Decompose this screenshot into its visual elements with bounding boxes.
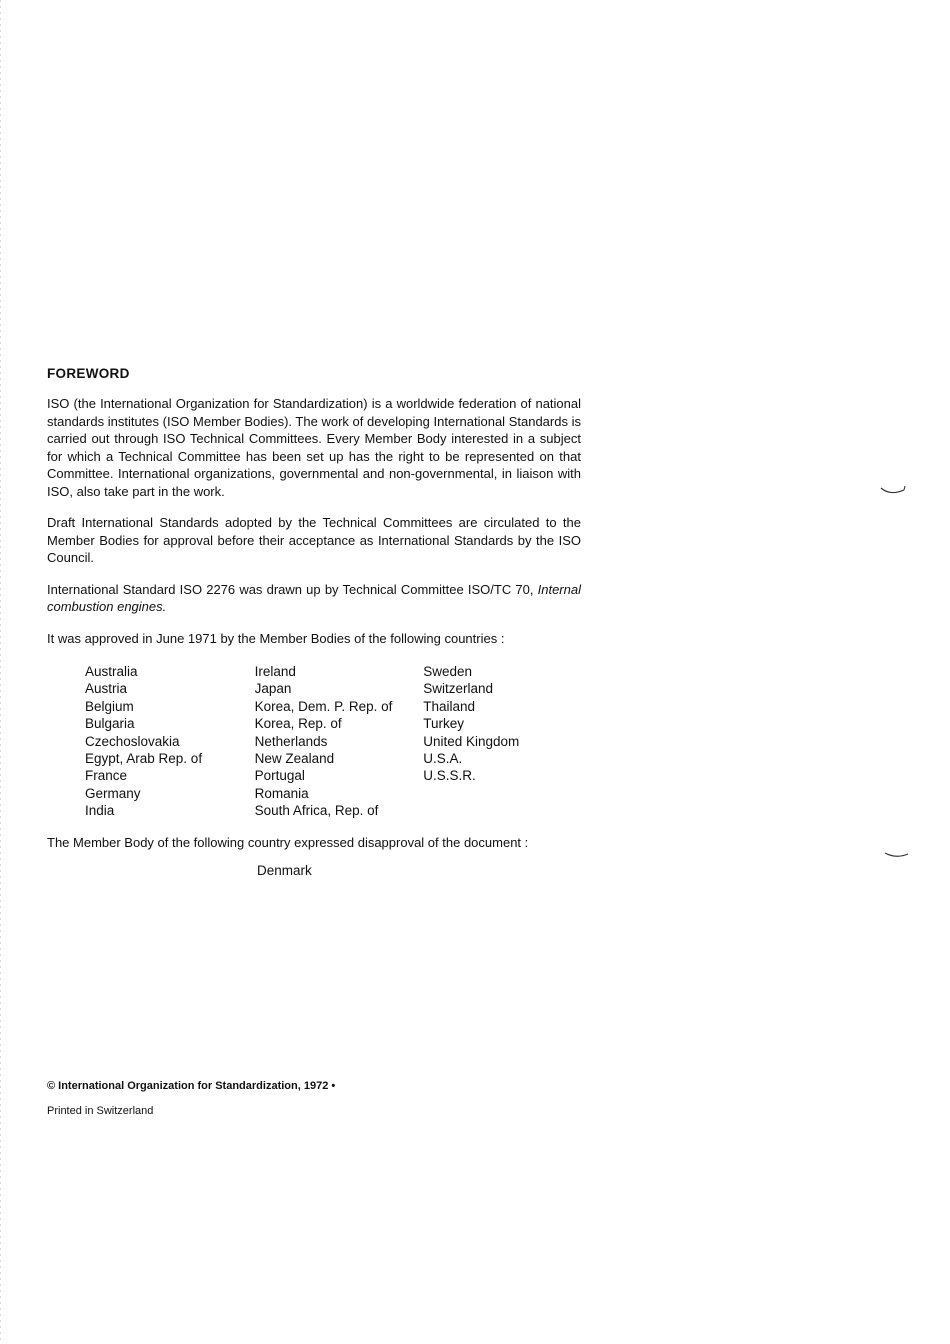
country-item: Korea, Dem. P. Rep. of: [254, 698, 393, 714]
country-item: Portugal: [254, 768, 305, 784]
country-item: Korea, Rep. of: [254, 716, 342, 732]
country-item: Romania: [254, 785, 309, 801]
country-item: Austria: [85, 681, 128, 697]
printed-location: Printed in Switzerland: [47, 1105, 154, 1117]
paragraph-iso-description: ISO (the International Organization for Standardization) is a worldwide federation of national standards institutes (ISO Member Bodies). The work of developing International Standards is carried out through ISO Technical Committees. Every Member Body interested in a subject for which a Technical Committee has been set up has the right to be represented on that Committee. International organizations, governmental and non-governmental, in liaison with ISO, also take part in the work.: [47, 396, 581, 499]
standard-origin-text: International Standard ISO 2276 was drawn up by Technical Committee ISO/TC 70,: [47, 581, 538, 597]
country-item: U.S.A.: [423, 751, 463, 767]
country-item: Thailand: [423, 698, 476, 714]
binding-mark-icon: [884, 846, 910, 860]
country-item: Turkey: [423, 716, 464, 732]
countries-column-1: [85, 663, 255, 820]
country-item: Egypt, Arab Rep. of: [85, 751, 203, 767]
country-item: New Zealand: [254, 751, 335, 767]
country-item: Bulgaria: [85, 716, 135, 732]
country-item: United Kingdom: [423, 733, 520, 749]
binding-mark-icon: [880, 484, 906, 498]
country-item: Switzerland: [423, 681, 494, 697]
country-item: Australia: [85, 664, 138, 679]
countries-column-2: [255, 663, 424, 820]
country-item: Czechoslovakia: [85, 733, 180, 749]
country-item: Japan: [254, 681, 292, 697]
countries-column-3: [423, 663, 581, 820]
copyright-notice: © International Organization for Standardization, 1972 •: [47, 1080, 336, 1092]
country-item: Germany: [85, 785, 141, 801]
approval-intro: It was approved in June 1971 by the Member Bodies of the following countries :: [47, 630, 505, 646]
foreword-heading: FOREWORD: [47, 366, 130, 381]
country-item: Belgium: [85, 698, 134, 714]
country-item: South Africa, Rep. of: [254, 803, 379, 819]
committee-title: Internal combustion engines.: [47, 581, 581, 614]
scan-edge-line: [0, 0, 1, 1344]
foreword-section: [47, 366, 581, 878]
paragraph-draft-standards: Draft International Standards adopted by the Technical Committees are circulated to the Member Bodies for approval before their acceptance as International Standards by the ISO Council.: [47, 515, 581, 565]
page-footer: [47, 1080, 335, 1117]
disapproval-intro: The Member Body of the following country expressed disapproval of the document :: [47, 834, 529, 850]
approving-countries-list: [85, 663, 581, 820]
disapproving-country: Denmark: [257, 863, 312, 879]
country-item: Ireland: [254, 664, 296, 679]
paragraph-standard-origin: [47, 581, 581, 616]
country-item: Sweden: [423, 664, 473, 679]
country-item: Netherlands: [254, 733, 328, 749]
country-item: U.S.S.R.: [423, 768, 476, 784]
country-item: India: [85, 803, 115, 819]
country-item: France: [85, 768, 128, 784]
